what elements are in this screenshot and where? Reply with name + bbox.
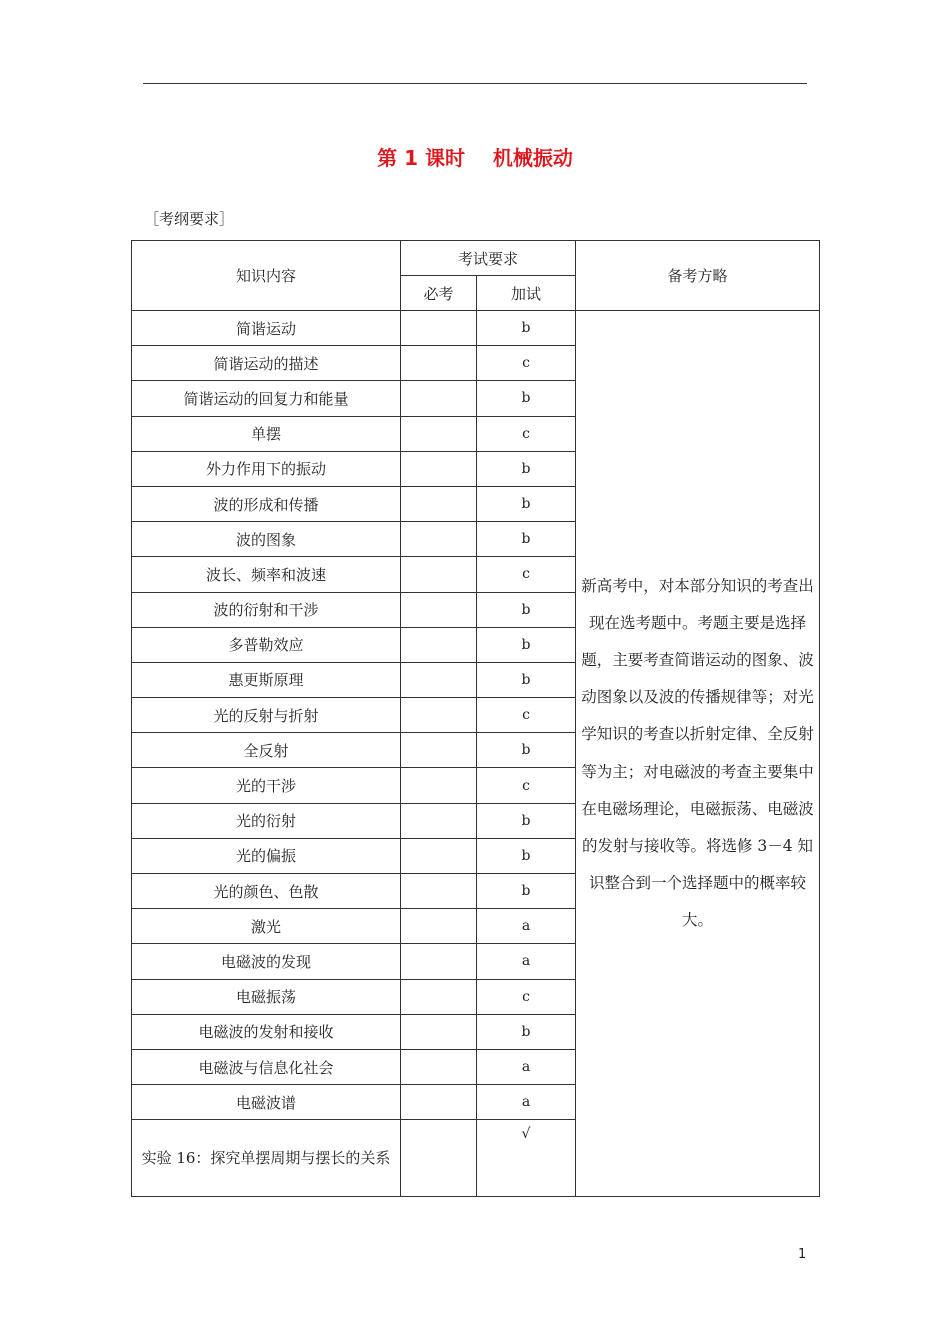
topic-cell: 多普勒效应 — [132, 627, 401, 662]
extra-cell: b — [477, 522, 576, 557]
topic-cell: 简谐运动 — [132, 311, 401, 346]
required-cell — [401, 592, 477, 627]
extra-cell: c — [477, 698, 576, 733]
topic-cell: 波的图象 — [132, 522, 401, 557]
topic-cell: 电磁波的发现 — [132, 944, 401, 979]
extra-cell: b — [477, 733, 576, 768]
extra-cell: b — [477, 311, 576, 346]
topic-cell: 波的衍射和干涉 — [132, 592, 401, 627]
required-cell — [401, 944, 477, 979]
required-cell — [401, 1085, 477, 1120]
topic-cell: 简谐运动的描述 — [132, 346, 401, 381]
required-cell — [401, 803, 477, 838]
required-cell — [401, 627, 477, 662]
extra-cell: b — [477, 486, 576, 521]
topic-cell: 外力作用下的振动 — [132, 451, 401, 486]
extra-cell: b — [477, 803, 576, 838]
required-cell — [401, 522, 477, 557]
section-label: ［考纲要求］ — [144, 210, 235, 228]
header-required: 必考 — [401, 276, 477, 311]
header-content: 知识内容 — [132, 241, 401, 311]
required-cell — [401, 662, 477, 697]
topic-cell: 电磁波的发射和接收 — [132, 1014, 401, 1049]
topic-cell: 波的形成和传播 — [132, 486, 401, 521]
extra-cell: a — [477, 1085, 576, 1120]
extra-cell: b — [477, 838, 576, 873]
extra-cell: c — [477, 768, 576, 803]
page-title: 第 1 课时 机械振动 — [377, 146, 573, 170]
header-extra: 加试 — [477, 276, 576, 311]
required-cell — [401, 1120, 477, 1197]
topic-cell: 光的干涉 — [132, 768, 401, 803]
topic-cell: 简谐运动的回复力和能量 — [132, 381, 401, 416]
extra-cell: c — [477, 346, 576, 381]
extra-cell: b — [477, 381, 576, 416]
required-cell — [401, 909, 477, 944]
topic-cell: 单摆 — [132, 416, 401, 451]
topic-cell: 光的衍射 — [132, 803, 401, 838]
topic-cell: 光的偏振 — [132, 838, 401, 873]
required-cell — [401, 1049, 477, 1084]
extra-cell: b — [477, 1014, 576, 1049]
extra-cell: a — [477, 944, 576, 979]
topic-cell: 电磁波谱 — [132, 1085, 401, 1120]
required-cell — [401, 486, 477, 521]
extra-cell: b — [477, 874, 576, 909]
extra-cell: c — [477, 557, 576, 592]
required-cell — [401, 874, 477, 909]
requirements-table — [131, 240, 820, 1197]
header-exam: 考试要求 — [401, 241, 576, 276]
required-cell — [401, 768, 477, 803]
extra-cell: b — [477, 592, 576, 627]
extra-cell: c — [477, 979, 576, 1014]
required-cell — [401, 557, 477, 592]
required-cell — [401, 451, 477, 486]
topic-cell: 电磁振荡 — [132, 979, 401, 1014]
required-cell — [401, 698, 477, 733]
required-cell — [401, 1014, 477, 1049]
required-cell — [401, 838, 477, 873]
required-cell — [401, 346, 477, 381]
topic-cell: 光的颜色、色散 — [132, 874, 401, 909]
topic-cell: 惠更斯原理 — [132, 662, 401, 697]
required-cell — [401, 979, 477, 1014]
header-row — [132, 241, 820, 276]
topic-cell: 实验 16：探究单摆周期与摆长的关系 — [132, 1120, 401, 1197]
topic-cell: 激光 — [132, 909, 401, 944]
extra-cell: b — [477, 627, 576, 662]
required-cell — [401, 733, 477, 768]
extra-cell: a — [477, 909, 576, 944]
extra-cell: b — [477, 662, 576, 697]
required-cell — [401, 311, 477, 346]
topic-cell: 波长、频率和波速 — [132, 557, 401, 592]
topic-cell: 电磁波与信息化社会 — [132, 1049, 401, 1084]
table-row — [132, 311, 820, 346]
extra-cell: c — [477, 416, 576, 451]
extra-cell: b — [477, 451, 576, 486]
topic-cell: 光的反射与折射 — [132, 698, 401, 733]
topic-cell: 全反射 — [132, 733, 401, 768]
required-cell — [401, 416, 477, 451]
required-cell — [401, 381, 477, 416]
header-strategy: 备考方略 — [576, 241, 820, 311]
header-rule — [143, 83, 807, 84]
page-number: 1 — [798, 1247, 807, 1262]
strategy-text: 新高考中，对本部分知识的考查出现在选考题中。考题主要是选择题，主要考查简谐运动的图象、波动图象以及波的传播规律等；对光学知识的考查以折射定律、全反射等为主；对电磁波的考查主要集中在电磁场理论，电磁振荡、电磁波的发射与接收等。将选修 3－4 知识整合到一个选择题中的概率较大。 — [576, 311, 820, 1197]
extra-cell: a — [477, 1049, 576, 1084]
extra-cell: √ — [477, 1120, 576, 1197]
